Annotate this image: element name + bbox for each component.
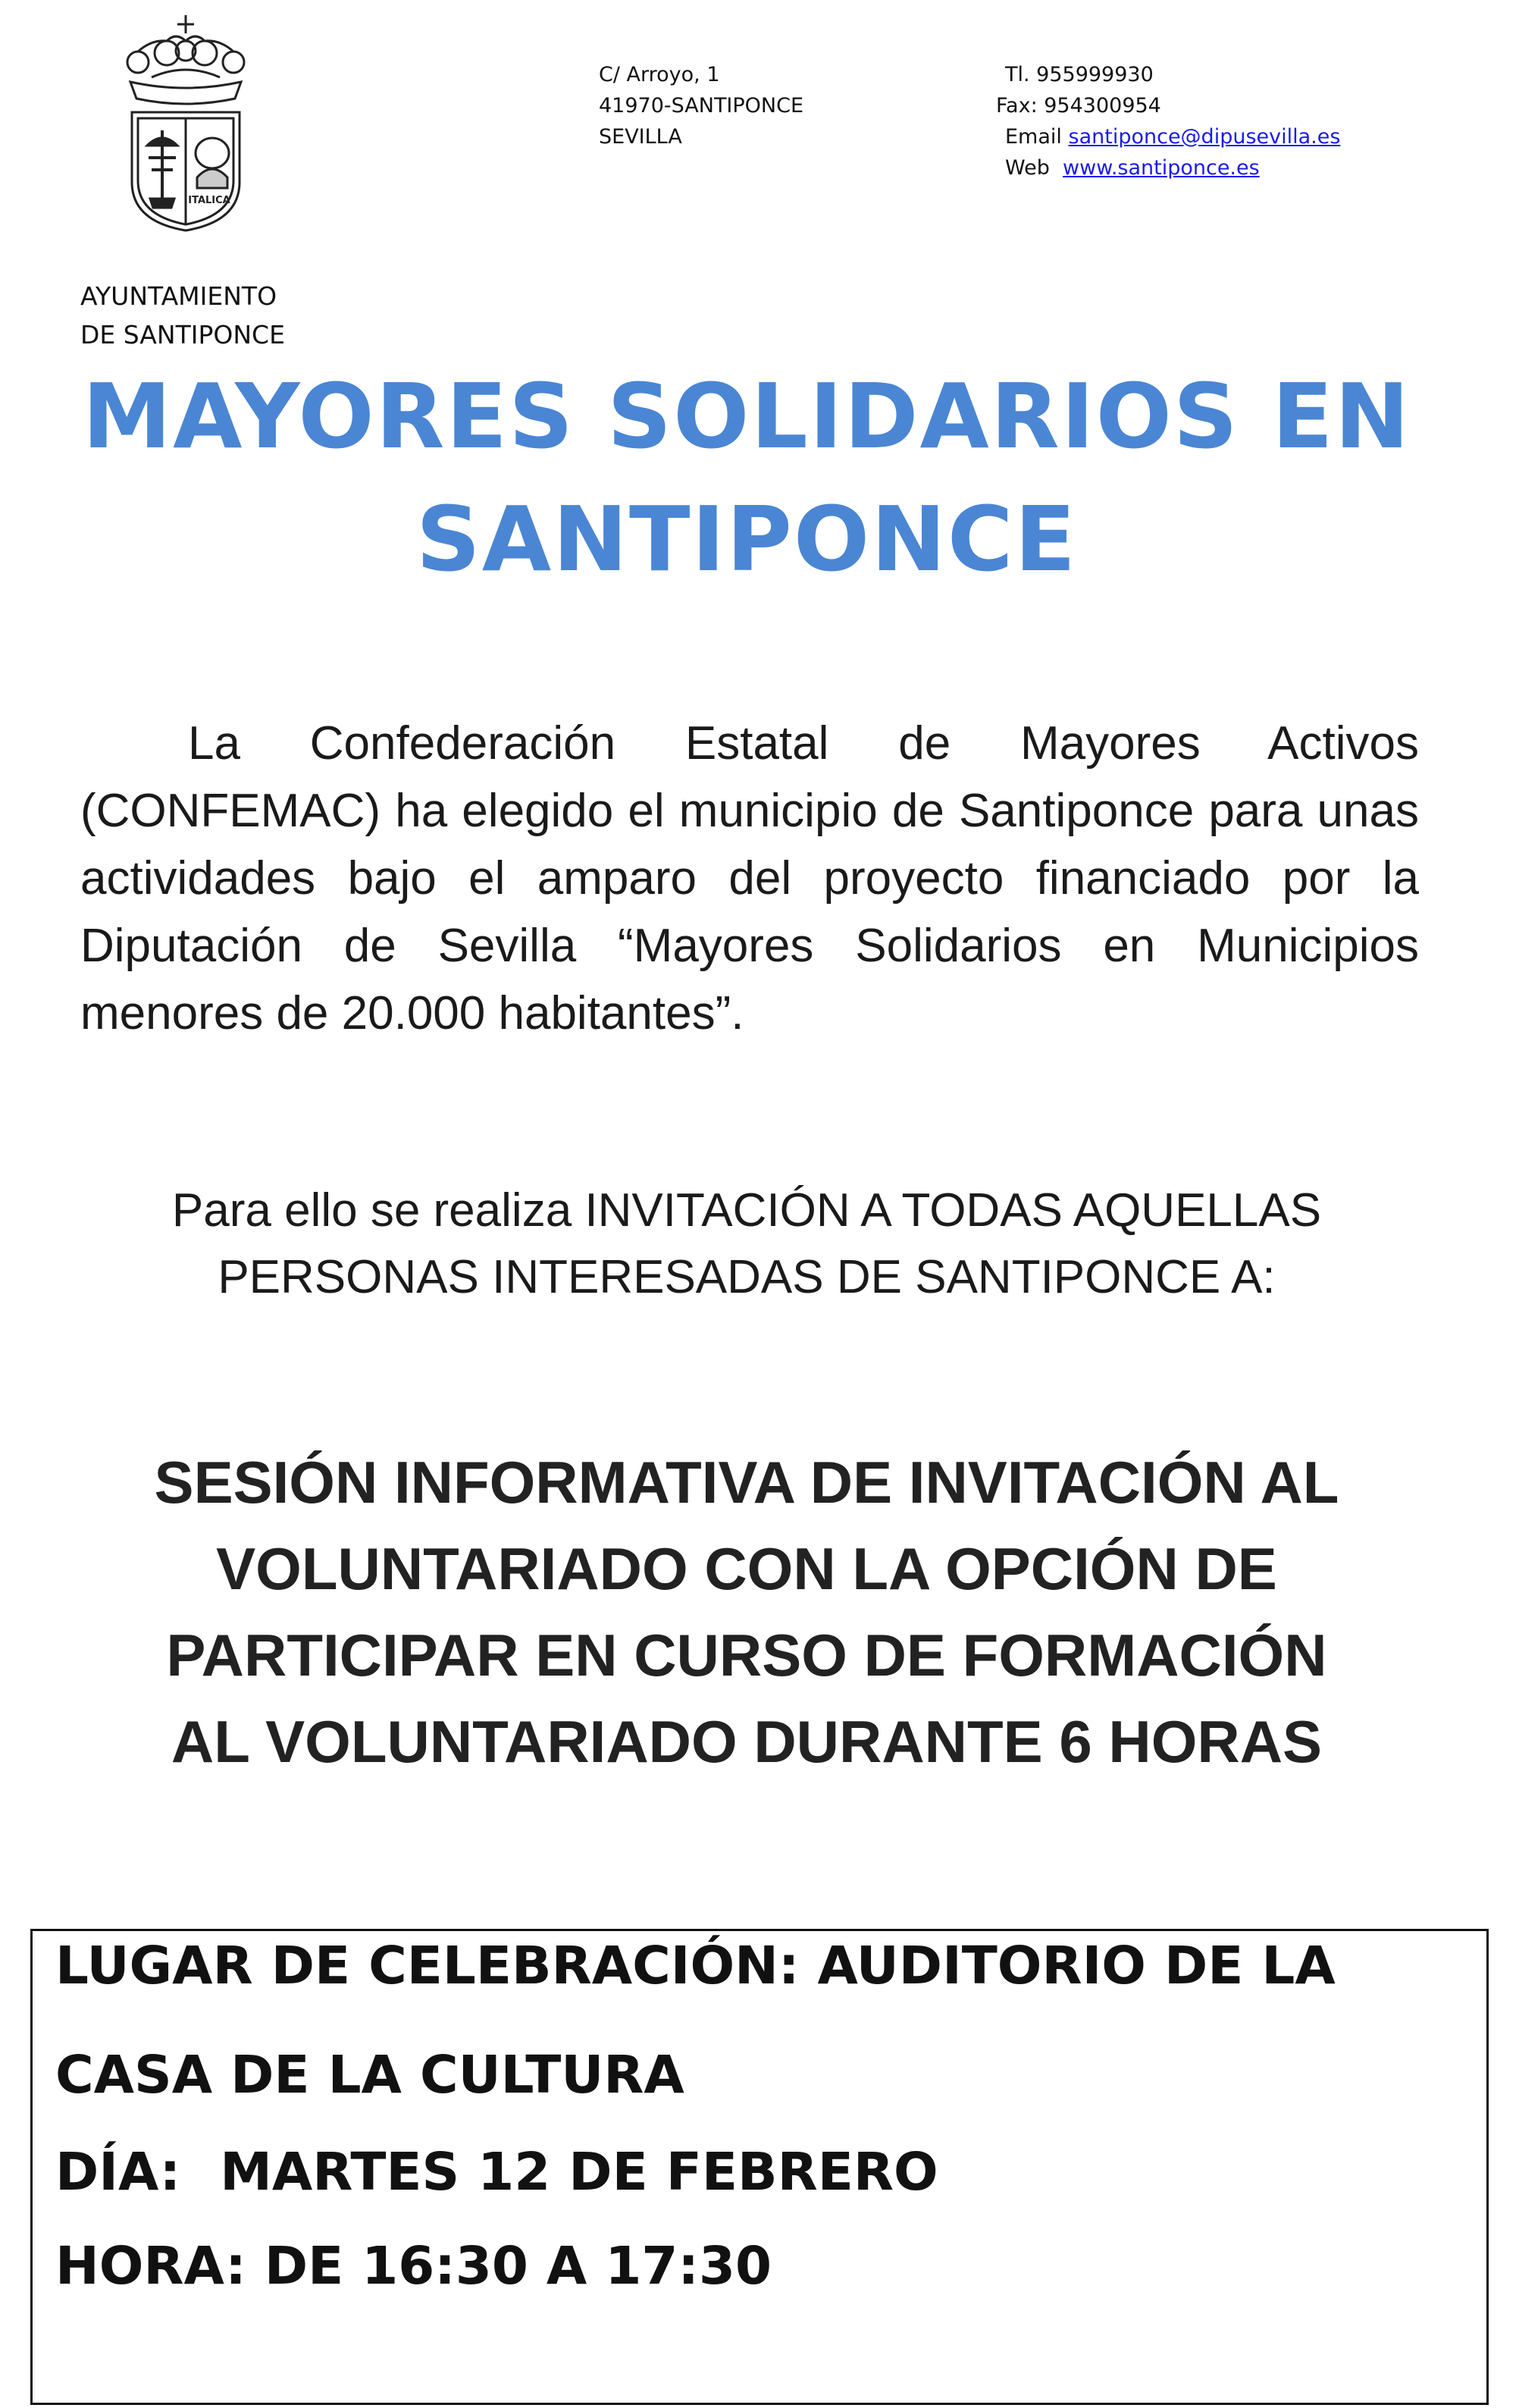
address-line: 41970-SANTIPONCE (599, 94, 804, 118)
title-line: SANTIPONCE (415, 487, 1078, 591)
web-link[interactable]: www.santiponce.es (1063, 156, 1260, 180)
invitation-text (0, 1177, 1493, 1311)
municipality-line: AYUNTAMIENTO (80, 281, 277, 311)
address-line: SEVILLA (599, 125, 682, 149)
page-title (0, 355, 1493, 600)
place-line: LUGAR DE CELEBRACIÓN: AUDITORIO DE LA (55, 1936, 1336, 1996)
place-line: CASA DE LA CULTURA (55, 2045, 684, 2105)
email-link[interactable]: santiponce@dipusevilla.es (1068, 125, 1341, 149)
email-label: Email (1005, 125, 1062, 149)
day-label: DÍA: (55, 2142, 181, 2203)
address-block (599, 59, 803, 152)
session-heading (0, 1439, 1493, 1785)
web-row (996, 152, 1340, 183)
session-line: AL VOLUNTARIADO DURANTE 6 HORAS (171, 1708, 1323, 1775)
web-label: Web (1005, 156, 1050, 180)
session-line: VOLUNTARIADO CON LA OPCIÓN DE (216, 1535, 1277, 1602)
day-line (55, 2142, 938, 2203)
coat-of-arms-icon (121, 9, 250, 235)
email-row (996, 121, 1340, 152)
session-line: SESIÓN INFORMATIVA DE INVITACIÓN AL (154, 1449, 1339, 1516)
day-value: MARTES 12 DE FEBRERO (220, 2142, 938, 2203)
municipality-line: DE SANTIPONCE (80, 320, 285, 350)
invitation-line: Para ello se realiza INVITACIÓN A TODAS AQUELLAS (171, 1184, 1322, 1237)
event-details-box (30, 1929, 1489, 2405)
address-line: C/ Arroyo, 1 (599, 63, 720, 86)
contact-block (996, 59, 1340, 183)
title-line: MAYORES SOLIDARIOS EN (82, 364, 1411, 469)
fax-text: Fax: 954300954 (996, 94, 1161, 118)
municipality-label (80, 277, 285, 354)
intro-text: La Confederación Estatal de Mayores Activos (CONFEMAC) ha elegido el municipio de Santiponce para unas actividades bajo el amparo del proyecto financiado por la Diputación de Sevilla “Mayores Solidarios en Municipios menores de 20.000 habitantes”. (80, 717, 1419, 1039)
hour-line: HORA: DE 16:30 A 17:30 (55, 2236, 772, 2297)
invitation-line: PERSONAS INTERESADAS DE SANTIPONCE A: (218, 1251, 1276, 1303)
intro-paragraph (80, 710, 1419, 1047)
phone-text: Tl. 955999930 (1005, 63, 1154, 86)
crest-label: ITALICA (188, 195, 230, 206)
session-line: PARTICIPAR EN CURSO DE FORMACIÓN (166, 1622, 1327, 1688)
